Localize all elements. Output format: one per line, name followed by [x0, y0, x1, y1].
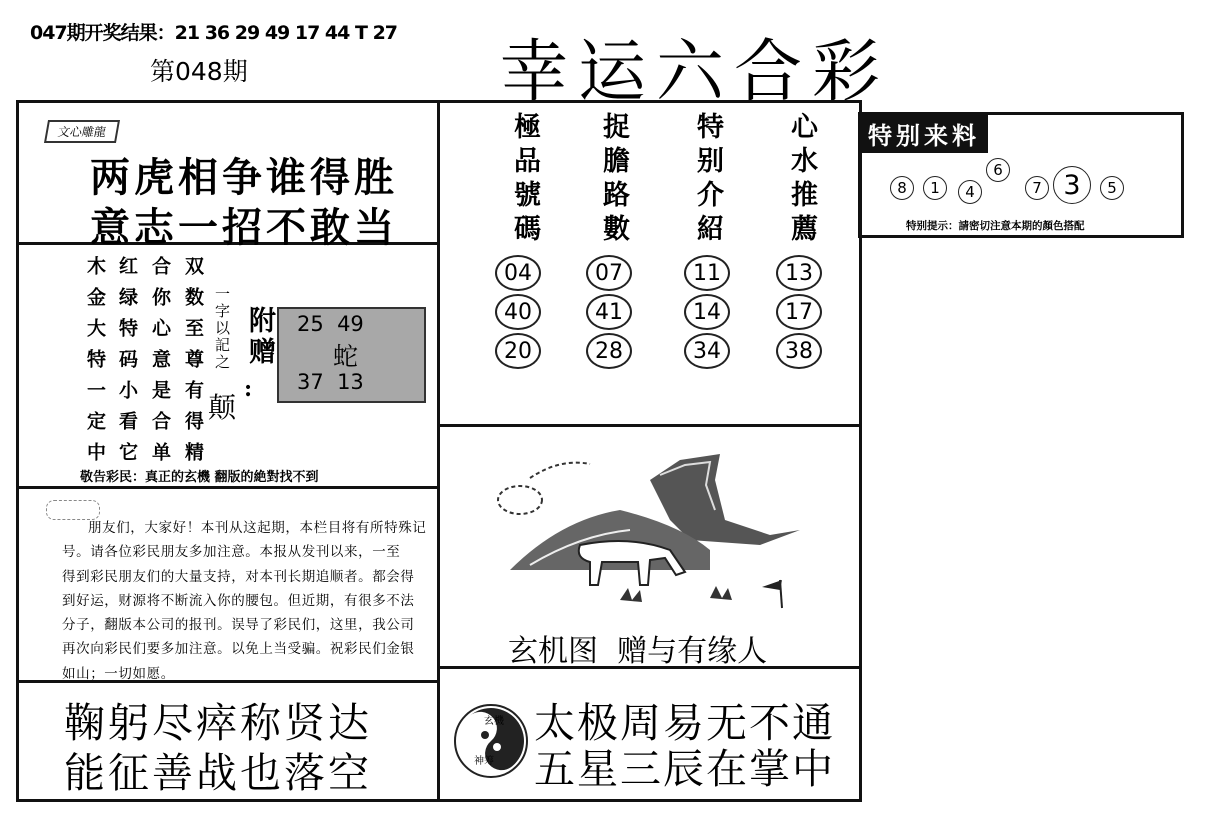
taiji-label-top: 玄機	[484, 716, 504, 727]
verse-column-4: 木金大特一定中	[84, 256, 106, 473]
special-number: 8	[890, 176, 914, 200]
col-header-2: 捉膽路數	[598, 112, 629, 248]
special-number: 5	[1100, 176, 1124, 200]
article-line-5: 分子，翻版本公司的报刊。误导了彩民们，这里，我公司	[62, 617, 415, 634]
gift-row-2: 37 13	[297, 370, 364, 394]
special-header: 特别来料	[860, 114, 988, 153]
gift-zodiac: 蛇	[333, 342, 359, 371]
article-line-3: 得到彩民朋友们的大量支持，对本刊长期追顺者。都会得	[62, 568, 415, 585]
special-note: 特别提示：請密切注意本期的顏色搭配	[906, 220, 1085, 232]
previous-result: 047期开奖结果：21 36 29 49 17 44 T 27	[30, 22, 398, 44]
poem-line-2: 意志一招不敢当	[90, 204, 398, 251]
attach-colon: :	[244, 376, 253, 402]
number-circle: 11	[684, 255, 730, 291]
col-header-1: 極品號碼	[509, 112, 540, 248]
divider-left-2	[16, 486, 440, 489]
number-circle: 14	[684, 294, 730, 330]
riddle-illustration	[470, 440, 830, 620]
special-number: 6	[986, 158, 1010, 182]
gift-row-1: 25 49	[297, 312, 364, 336]
number-circle: 20	[495, 333, 541, 369]
taiji-poem-line-2: 五星三辰在掌中	[534, 745, 835, 793]
attach-label: 附赠	[244, 306, 275, 368]
article-line-6: 再次向彩民们要多加注意。以免上当受骗。祝彩民们金银	[62, 641, 415, 658]
page-title: 幸运六合彩	[500, 33, 891, 112]
illustration-caption: 玄机图 赠与有缘人	[508, 634, 768, 669]
number-circle: 34	[684, 333, 730, 369]
number-circle: 07	[586, 255, 632, 291]
number-circle: 04	[495, 255, 541, 291]
poem-line-1: 两虎相争谁得胜	[90, 154, 398, 201]
special-number: 1	[923, 176, 947, 200]
number-circle: 17	[776, 294, 822, 330]
article-body	[62, 516, 427, 686]
side-char: 颠	[208, 391, 237, 424]
number-circle: 41	[586, 294, 632, 330]
number-circle: 28	[586, 333, 632, 369]
article-line-4: 到好运，财源将不断流入你的腰包。但近期，有很多不法	[62, 592, 415, 609]
col-header-4: 心水推薦	[786, 112, 817, 248]
special-number: 7	[1025, 176, 1049, 200]
section-tag: 文心雕龍	[44, 120, 120, 143]
special-number: 4	[958, 180, 982, 204]
article-line-2: 号。请各位彩民朋友多加注意。本报从发刊以来，一至	[62, 544, 401, 561]
taiji-label-bottom: 神筹	[474, 756, 494, 767]
warning-text: 敬告彩民：真正的玄機 翻版的絶對找不到	[80, 470, 319, 485]
flag-icon	[762, 580, 782, 608]
taiji-poem-line-1: 太极周易无不通	[534, 699, 835, 747]
article-line-1: 朋友们，大家好！本刊从这起期，本栏目将有所特殊记	[88, 520, 427, 536]
verse-column-1: 双数至尊有得精	[182, 256, 204, 473]
number-circle: 40	[495, 294, 541, 330]
number-circle: 38	[776, 333, 822, 369]
side-note: 一字以記之	[213, 286, 231, 371]
special-number: 3	[1053, 166, 1091, 204]
divider-center-1	[437, 424, 859, 427]
divider-vertical	[437, 100, 440, 799]
number-circle: 13	[776, 255, 822, 291]
verse-column-2: 合你心意是合单	[149, 256, 171, 473]
col-header-3: 特别介紹	[692, 112, 723, 248]
bottom-poem-line-2: 能征善战也落空	[64, 749, 372, 797]
flying-birds-icon	[498, 463, 590, 514]
issue-number: 第048期	[150, 57, 248, 86]
verse-column-3: 红绿特码小看它	[116, 256, 138, 473]
article-line-7: 如山；一切如愿。	[62, 665, 175, 682]
grass-icon	[620, 586, 732, 602]
bottom-poem-line-1: 鞠躬尽瘁称贤达	[64, 699, 372, 747]
